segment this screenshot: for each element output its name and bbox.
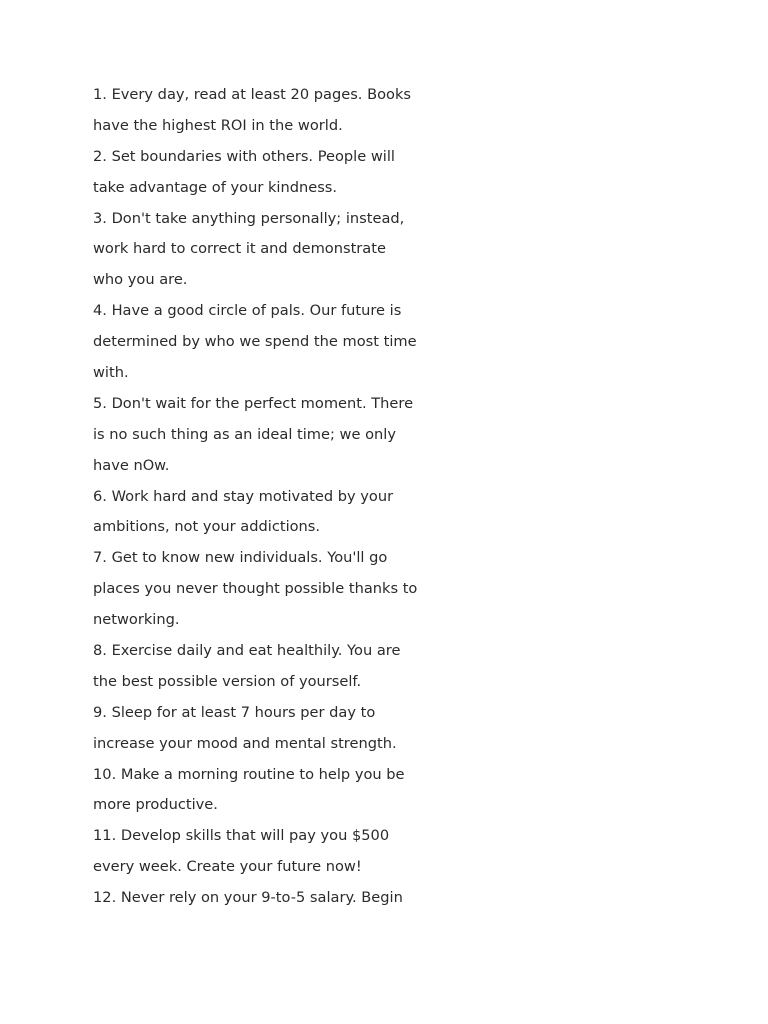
text-line: 1. Every day, read at least 20 pages. Books: [93, 86, 412, 103]
text-line: with.: [93, 364, 129, 382]
text-line: 11. Develop skills that will pay you $500: [93, 827, 390, 845]
text-line: take advantage of your kindness.: [93, 178, 338, 196]
text-line: 2. Set boundaries with others. People will: [93, 147, 395, 165]
text-line: 8. Exercise daily and eat healthily. You are: [93, 642, 401, 660]
text-line: networking.: [93, 611, 180, 629]
text-line: increase your mood and mental strength.: [93, 734, 397, 752]
text-line: 10. Make a morning routine to help you be: [93, 765, 405, 783]
text-line: work hard to correct it and demonstrate: [93, 240, 386, 258]
text-line: places you never thought possible thanks to: [93, 580, 418, 598]
text-line: is no such thing as an ideal time; we only: [93, 425, 396, 443]
text-line: have the highest ROI in the world.: [93, 116, 343, 134]
text-line: 5. Don't wait for the perfect moment. There: [93, 394, 414, 412]
text-line: 4. Have a good circle of pals. Our future is: [93, 302, 402, 320]
text-line: more productive.: [93, 796, 218, 814]
text-line: have nOw.: [93, 456, 170, 474]
document-text: [93, 80, 438, 914]
text-line: 9. Sleep for at least 7 hours per day to: [93, 703, 376, 721]
text-line: 7. Get to know new individuals. You'll go: [93, 549, 388, 567]
text-line: 12. Never rely on your 9-to-5 salary. Begin: [93, 889, 403, 907]
text-line: 3. Don't take anything personally; instead,: [93, 209, 405, 227]
text-line: who you are.: [93, 271, 188, 289]
text-line: the best possible version of yourself.: [93, 672, 362, 690]
text-line: every week. Create your future now!: [93, 858, 362, 876]
text-line: 6. Work hard and stay motivated by your: [93, 487, 394, 505]
text-line: determined by who we spend the most time: [93, 333, 417, 351]
text-line: ambitions, not your addictions.: [93, 518, 321, 536]
